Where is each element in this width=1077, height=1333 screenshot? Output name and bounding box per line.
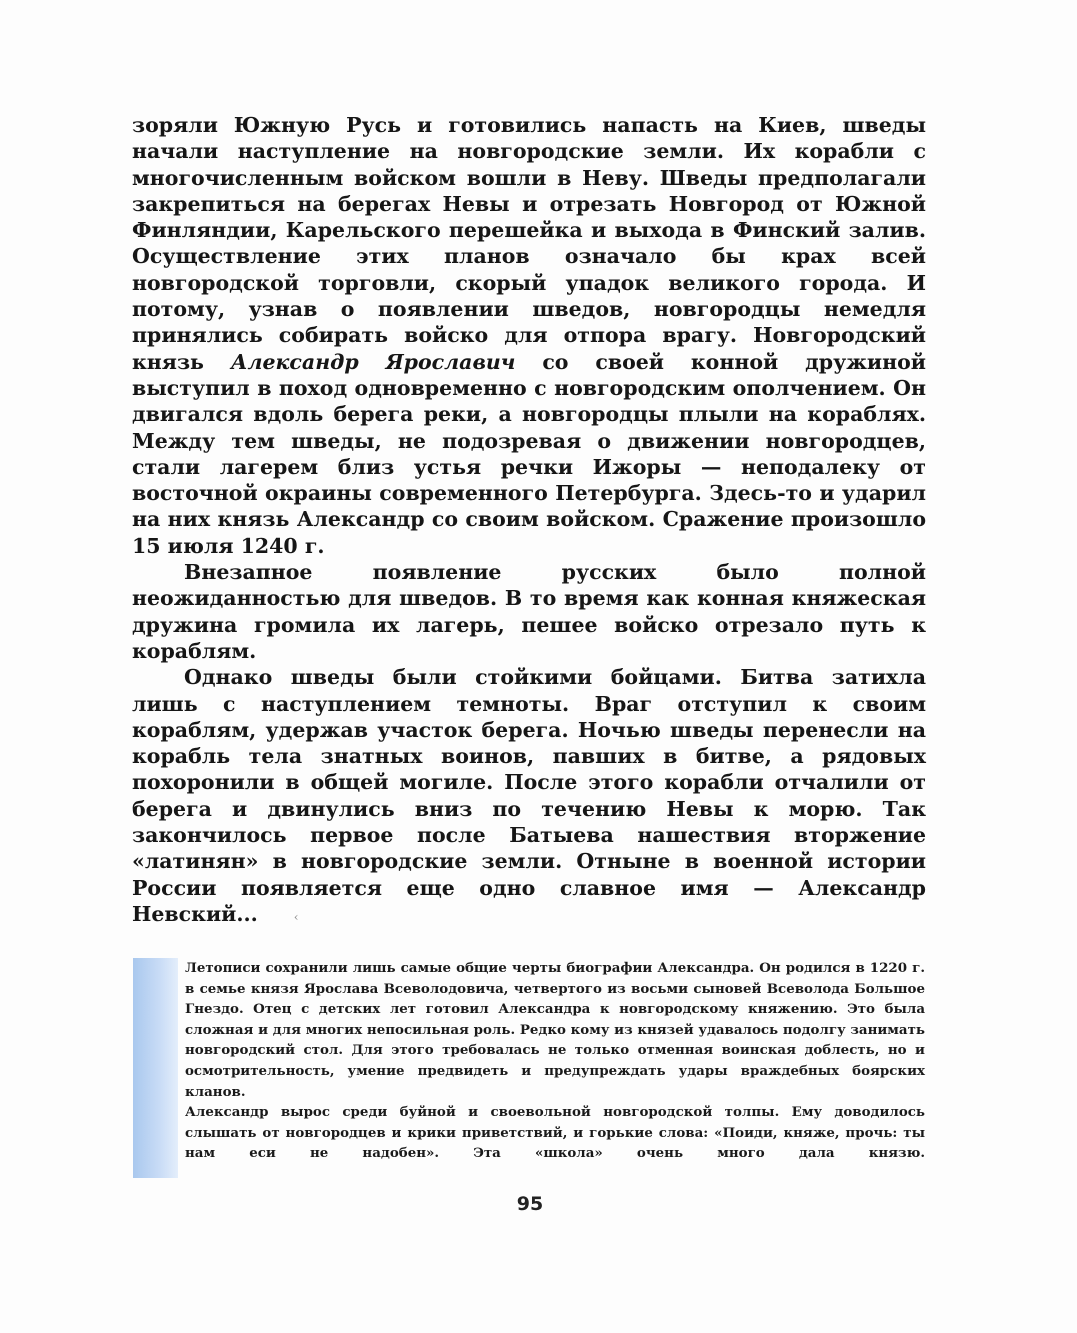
sidebar-paragraph-1: Летописи сохранили лишь самые общие черты биографии Александра. Он родился в 1220 г. в семье князя Ярослава Всеволодовича, четвертого из восьми сыновей Всеволода Большое Гнездо. Отец с детских лет готовил Александра к новгородскому княжению. Это была сложная и для многих непосильная роль. Редко кому из князей удавалось подолгу занимать новгородский стол. Для этого требовалась не только отменная воинская доблесть, но и осмотрительность, умение предвидеть и предупреждать удары враждебных боярских кланов. [185, 960, 925, 1100]
sidebar-note [133, 958, 926, 1180]
sidebar-accent-bar [133, 958, 178, 1178]
battle-date: 15 июля 1240 г. [132, 533, 325, 558]
paragraph-1-text-start: зоряли Южную Русь и готовились напасть на Киев, шведы начали наступление на новгородские земли. Их корабли с многочисленным войском вошли в Неву. Шведы предполагали закрепиться на берегах Невы и отрезать Новгород от Южной Финляндии, Карельского перешейка и выхода в Финский залив. Осуществление этих планов означало бы крах всей новгородской торговли, скорый упадок великого города. И потому, узнав о появлении шведов, новгородцы немедля принялись собирать войско для отпора врагу. Новгородский князь [132, 113, 926, 374]
paragraph-3 [132, 664, 926, 930]
paragraph-2: Внезапное появление русских было полной неожиданностью для шведов. В то время как конная княжеская дружина громила их лагерь, пешее войско отрезало путь к кораблям. [132, 560, 926, 663]
paragraph-1 [132, 112, 926, 559]
page-number: 95 [516, 1193, 544, 1215]
sidebar-paragraph-2: Александр вырос среди буйной и своевольной новгородской толпы. Ему доводилось слышать от новгородцев и крики приветствий, и горькие слова: «Поиди, княже, прочь: ты нам еси не надобен». Эта «школа» очень много дала князю. [185, 1104, 925, 1162]
stray-mark: ‹ [293, 909, 299, 924]
prince-name: Александр Ярославич [230, 349, 516, 374]
paragraph-1-text-middle: со своей конной дружиной выступил в поход одновременно с новгородским ополчением. Он двигался вдоль берега реки, а новгородцы плыли на кораблях. Между тем шведы, не подозревая о движении новгородцев, стали лагерем близ устья речки Ижоры — неподалеку от восточной окраины современного Петербурга. Здесь-то и ударил на них князь Александр со своим войском. Сражение произошло [132, 349, 926, 532]
main-text-block [132, 112, 926, 930]
sidebar-text [185, 958, 925, 1164]
paragraph-3-text: Однако шведы были стойкими бойцами. Битва затихла лишь с наступлением темноты. Враг отступил к своим кораблям, удержав участок берега. Ночью шведы перенесли на корабль тела знатных воинов, павших в битве, а рядовых похоронили в общей могиле. После этого корабли отчалили от берега и двинулись вниз по течению Невы к морю. Так закончилось первое после Батыева нашествия вторжение «латинян» в новгородские земли. Отныне в военной истории России появляется еще одно славное имя — Александр Невский... [132, 665, 926, 926]
